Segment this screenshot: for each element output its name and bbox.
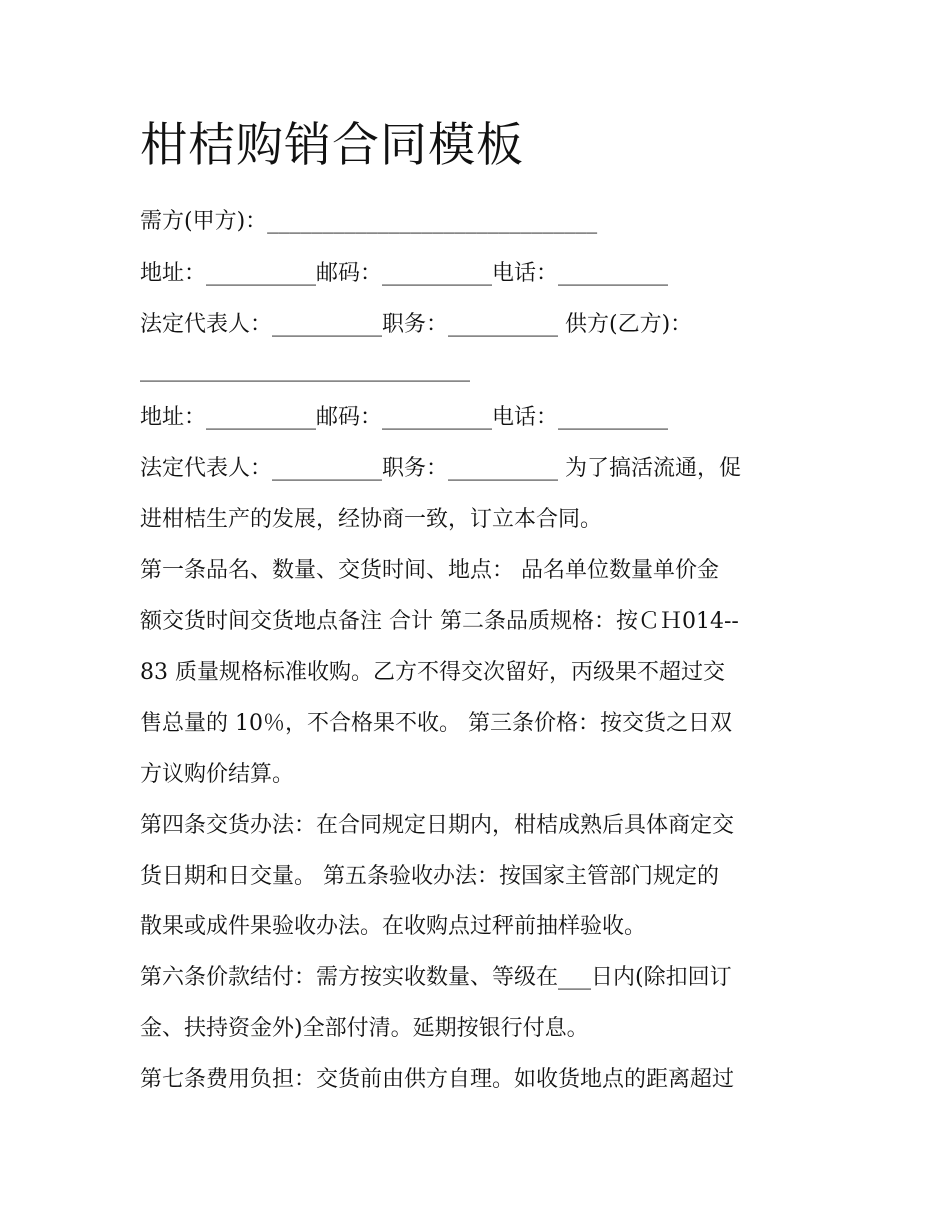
buyer-representative-line: 法定代表人：__________职务：__________ 供方(乙方)： — [140, 312, 693, 337]
buyer-address-line: 地址：__________邮码：__________电话：__________ — [140, 261, 669, 286]
paragraph-line: 售总量的 10％，不合格果不收。 第三条价格：按交货之日双 — [140, 711, 732, 736]
paragraph-line: 方议购价结算。 — [140, 762, 295, 787]
seller-party-blank-line: ______________________________ — [140, 357, 470, 382]
paragraph-line: 散果或成件果验收办法。在收购点过秤前抽样验收。 — [140, 914, 647, 939]
seller-representative-line: 法定代表人：__________职务：__________ 为了搞活流通，促 — [140, 456, 741, 481]
paragraph-line: 第六条价款结付：需方按实收数量、等级在___日内(除扣回订 — [140, 965, 732, 990]
paragraph-line: 进柑桔生产的发展，经协商一致，订立本合同。 — [140, 507, 603, 532]
paragraph-line: 83 质量规格标准收购。乙方不得交次留好，丙级果不超过交 — [140, 660, 725, 685]
paragraph-line: 第七条费用负担：交货前由供方自理。如收货地点的距离超过 — [140, 1067, 735, 1092]
paragraph-line: 金、扶持资金外)全部付清。延期按银行付息。 — [140, 1016, 589, 1041]
buyer-party-line: 需方(甲方)：______________________________ — [140, 209, 598, 234]
seller-address-line: 地址：__________邮码：__________电话：__________ — [140, 405, 669, 430]
paragraph-line: 第四条交货办法：在合同规定日期内，柑桔成熟后具体商定交 — [140, 813, 735, 838]
paragraph-line: 第一条品名、数量、交货时间、地点： 品名单位数量单价金 — [140, 558, 719, 583]
paragraph-line: 额交货时间交货地点备注 合计 第二条品质规格：按ＣＨ014-- — [140, 609, 739, 634]
paragraph-line: 货日期和日交量。 第五条验收办法：按国家主管部门规定的 — [140, 864, 719, 889]
document-title: 柑桔购销合同模板 — [140, 118, 524, 173]
